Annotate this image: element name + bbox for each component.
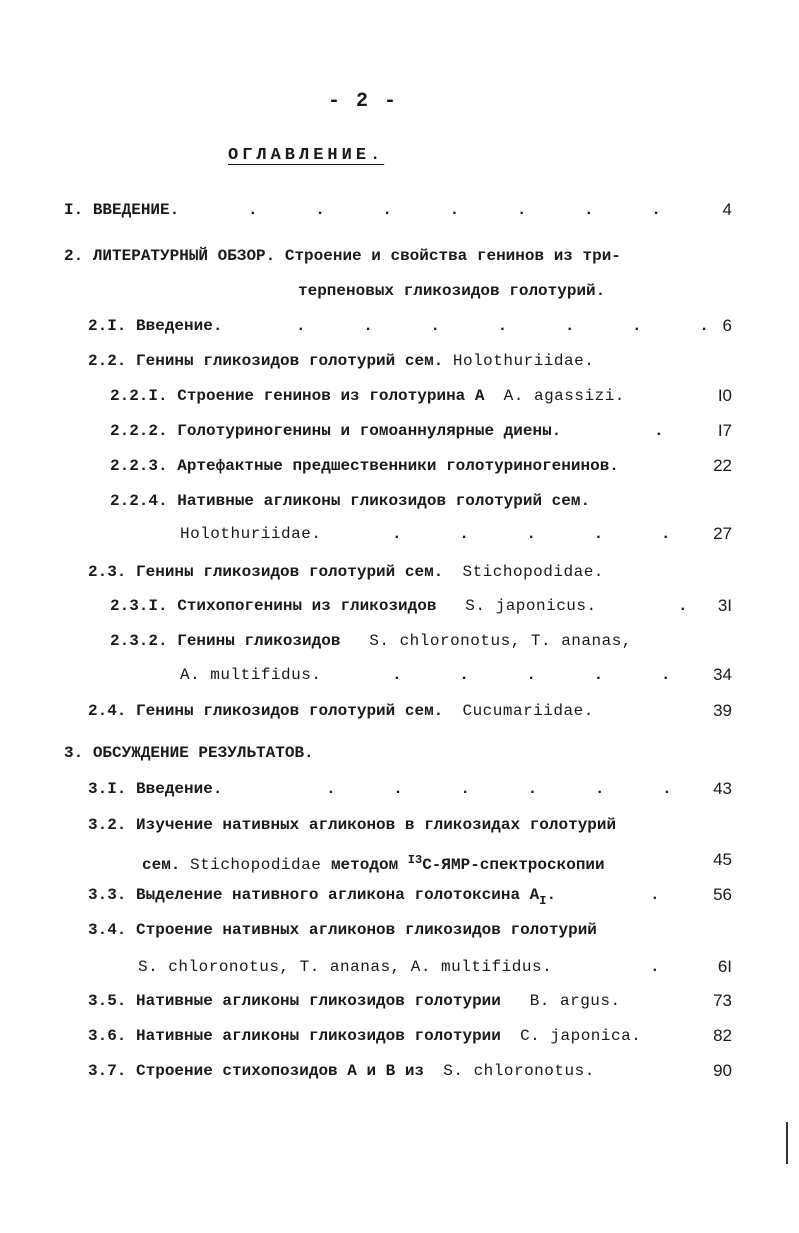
- taxon-name: A. agassizi.: [503, 387, 625, 405]
- toc-entry-title: Генины гликозидов голотурий сем.: [136, 563, 444, 581]
- toc-text: сем.: [142, 856, 181, 874]
- taxon-name: Cucumariidae.: [462, 702, 594, 720]
- toc-entry-number: 3.6.: [88, 1027, 127, 1045]
- taxon-name: B. argus.: [529, 992, 621, 1010]
- toc-entry-3-1: [88, 779, 222, 799]
- dot-leader: .: [678, 597, 688, 615]
- toc-entry-2-2-1: [110, 386, 625, 406]
- toc-entry-2-3: [88, 562, 604, 582]
- page-title: ОГЛАВЛЕНИЕ.: [228, 146, 385, 165]
- toc-entry-title: Нативные агликоны гликозидов голотурии: [136, 1027, 501, 1045]
- toc-entry-continuation: терпеновых гликозидов голотурий.: [298, 282, 606, 300]
- taxon-name: S. chloronotus.: [443, 1062, 595, 1080]
- toc-entry-number: 2.2.3.: [110, 457, 168, 475]
- toc-page-number: I0: [717, 386, 732, 405]
- taxon-name: C. japonica.: [520, 1027, 642, 1045]
- taxon-name: Stichopodidae.: [462, 563, 604, 581]
- toc-entry-number: 2.4.: [88, 702, 127, 720]
- toc-entry-title: ВВЕДЕНИЕ.: [92, 201, 180, 219]
- toc-page-number: 90: [713, 1061, 732, 1080]
- toc-text: .: [546, 886, 557, 904]
- dot-leader: .: [650, 958, 660, 976]
- toc-entry-number: 3.4.: [88, 921, 127, 939]
- subscript: I: [539, 894, 547, 908]
- toc-text: методом: [330, 856, 399, 874]
- toc-entry-2-2-2: [110, 421, 561, 441]
- toc-entry-3-6: [88, 1026, 641, 1046]
- toc-entry-title: Голотуриногенины и гомоаннулярные диены.: [177, 422, 562, 440]
- toc-entry-literature: [64, 246, 621, 266]
- toc-entry-title: Нативные агликоны гликозидов голотурий сем.: [177, 492, 591, 510]
- toc-entry-number: 2.2.2.: [110, 422, 168, 440]
- toc-page-number: 6: [722, 316, 732, 335]
- taxon-name: Holothuriidae.: [452, 352, 595, 370]
- toc-entry-title: Строение стихопозидов А и В из: [136, 1062, 425, 1080]
- taxon-name: S. japonicus.: [465, 597, 597, 615]
- toc-entry-title: Строение нативных агликонов гликозидов голотурий: [136, 921, 597, 939]
- toc-entry-3-4: [88, 920, 597, 940]
- dot-leader: . . . . .: [392, 666, 671, 684]
- taxon-name: Stichopodidae: [190, 856, 322, 874]
- dot-leader: .: [654, 422, 664, 440]
- scan-edge-mark: [786, 1122, 788, 1164]
- toc-entry-title: Введение.: [136, 780, 223, 798]
- taxon-name: S. chloronotus, T. ananas, A. multifidus.: [138, 958, 553, 976]
- toc-entry-number: I.: [64, 201, 84, 219]
- toc-page-number: 73: [713, 991, 732, 1010]
- toc-entry-intro: [64, 200, 179, 220]
- toc-entry-3-2: [88, 815, 616, 835]
- dot-leader: . . . . .: [392, 525, 671, 543]
- toc-page-number: 82: [713, 1026, 732, 1045]
- toc-page-number: 56: [713, 885, 732, 904]
- toc-entry-3-5: [88, 991, 621, 1011]
- toc-entry-title: Стихопогенины из гликозидов: [177, 597, 437, 615]
- toc-entry-2-2-3: [110, 456, 619, 476]
- toc-entry-title: Нативные агликоны гликозидов голотурии: [136, 992, 501, 1010]
- toc-entry-number: 2.2.I.: [110, 387, 168, 405]
- toc-entry-number: 3.I.: [88, 780, 127, 798]
- page-number: - 2 -: [327, 90, 398, 113]
- toc-page-number: 3I: [717, 596, 732, 615]
- toc-page-number: I7: [717, 421, 732, 440]
- toc-entry-number: 3.2.: [88, 816, 127, 834]
- toc-entry-number: 3.3.: [88, 886, 127, 904]
- dot-leader: . . . . . . .: [248, 201, 661, 219]
- isotope-superscript: I3: [407, 853, 423, 867]
- toc-entry-number: 2.2.: [88, 352, 127, 370]
- toc-entry-3-7: [88, 1061, 595, 1081]
- toc-entry-number: 3.7.: [88, 1062, 127, 1080]
- toc-entry-title: Генины гликозидов голотурий сем.: [136, 702, 444, 720]
- toc-entry-2-3-1: [110, 596, 597, 616]
- toc-entry-2-3-2: [110, 631, 632, 651]
- toc-entry-2-1: [88, 316, 222, 336]
- toc-entry-number: 2.I.: [88, 317, 127, 335]
- toc-page-number: 39: [713, 701, 732, 720]
- dot-leader: .: [650, 886, 660, 904]
- toc-page-number: 22: [713, 456, 732, 475]
- toc-entry-title: Строение генинов из голотурина А: [177, 387, 485, 405]
- toc-entry-number: 2.2.4.: [110, 492, 168, 510]
- toc-entry-2-2: [88, 351, 594, 371]
- toc-entry-number: 2.3.I.: [110, 597, 168, 615]
- toc-entry-number: 2.: [64, 247, 84, 265]
- toc-entry-title: ОБСУЖДЕНИЕ РЕЗУЛЬТАТОВ.: [92, 744, 314, 762]
- toc-entry-title: Выделение нативного агликона голотоксина А: [136, 886, 540, 904]
- toc-page-number: 4: [722, 200, 732, 219]
- dot-leader: . . . . . . .: [296, 317, 709, 335]
- taxon-name: Holothuriidae.: [180, 525, 322, 543]
- toc-entry-continuation: [142, 850, 605, 875]
- toc-page-number: 43: [713, 779, 732, 798]
- taxon-name: A. multifidus.: [180, 666, 322, 684]
- taxon-name: S. chloronotus, T. ananas,: [369, 632, 632, 650]
- toc-page-number: 27: [713, 524, 732, 543]
- toc-entry-number: 3.: [64, 744, 84, 762]
- toc-entry-2-4: [88, 701, 594, 721]
- toc-entry-title: Артефактные предшественники голотуриногенинов.: [177, 457, 619, 475]
- toc-entry-title: Генины гликозидов: [177, 632, 341, 650]
- toc-page-number: 34: [713, 665, 732, 684]
- toc-entry-3-3: [88, 885, 556, 911]
- toc-entry-title: ЛИТЕРАТУРНЫЙ ОБЗОР. Строение и свойства генинов из три-: [92, 247, 621, 265]
- dot-leader: . . . . . .: [326, 780, 672, 798]
- toc-entry-number: 2.3.2.: [110, 632, 168, 650]
- toc-entry-number: 3.5.: [88, 992, 127, 1010]
- toc-page-number: 6I: [717, 957, 732, 976]
- toc-entry-title: Изучение нативных агликонов в гликозидах голотурий: [136, 816, 617, 834]
- toc-page-number: 45: [713, 850, 732, 869]
- toc-entry-discussion: [64, 743, 314, 763]
- toc-text: С-ЯМР-спектроскопии: [422, 856, 605, 874]
- toc-entry-number: 2.3.: [88, 563, 127, 581]
- toc-entry-2-2-4: [110, 491, 590, 511]
- toc-entry-title: Генины гликозидов голотурий сем.: [136, 352, 444, 370]
- toc-entry-title: Введение.: [136, 317, 223, 335]
